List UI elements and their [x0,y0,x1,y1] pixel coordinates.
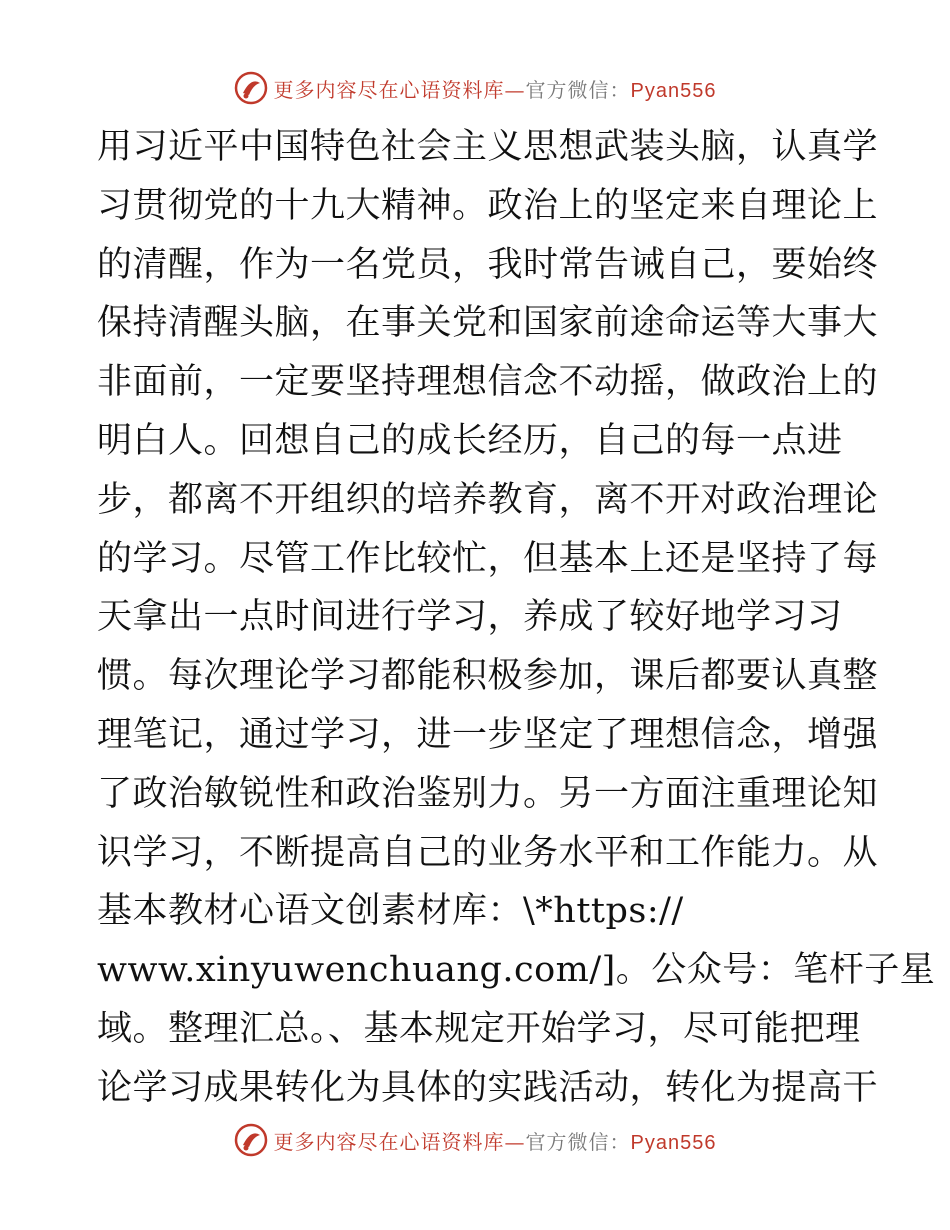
body-line: 基本教材心语文创素材库：\*https:// [97,891,684,932]
body-line: 论学习成果转化为具体的实践活动，转化为提高干 [97,1067,879,1108]
footer-banner-official: 官方微信： [525,1129,631,1154]
body-line: 的学习。尽管工作比较忙，但基本上还是坚持了每 [97,538,879,579]
body-line: 步，都离不开组织的培养教育，离不开对政治理论 [97,479,879,520]
body-line: 的清醒，作为一名党员，我时常告诫自己，要始终 [97,244,879,285]
body-line: 识学习，不断提高自己的业务水平和工作能力。从 [97,832,879,873]
body-line: 习贯彻党的十九大精神。政治上的坚定来自理论上 [97,185,879,226]
brand-logo-icon [234,1123,268,1157]
footer-banner-separator: — [504,1129,526,1154]
header-banner-text [274,74,717,103]
header-banner-account: Pyan556 [630,79,717,102]
body-line: www.xinyuwenchuang.com/]。公众号：笔杆子星 [97,950,936,991]
body-line: 惯。每次理论学习都能积极参加，课后都要认真整 [97,656,879,697]
header-watermark-banner [0,68,950,108]
footer-banner-account: Pyan556 [630,1131,717,1154]
footer-banner-text [274,1126,717,1155]
body-line: 域。整理汇总。、基本规定开始学习，尽可能把理 [97,1008,861,1049]
header-banner-main: 更多内容尽在心语资料库 [273,77,505,102]
body-line: 天拿出一点时间进行学习，养成了较好地学习习 [97,597,843,638]
body-line: 保持清醒头脑，在事关党和国家前途命运等大事大 [97,303,879,344]
document-body [97,118,936,1118]
brand-logo-icon [234,71,268,105]
footer-banner-main: 更多内容尽在心语资料库 [273,1129,505,1154]
body-line: 非面前，一定要坚持理想信念不动摇，做政治上的 [97,362,879,403]
body-line: 理笔记，通过学习，进一步坚定了理想信念，增强 [97,714,879,755]
header-banner-official: 官方微信： [525,77,631,102]
body-line: 了政治敏锐性和政治鉴别力。另一方面注重理论知 [97,773,879,814]
body-line: 用习近平中国特色社会主义思想武装头脑，认真学 [97,127,879,167]
header-banner-separator: — [504,77,526,102]
footer-watermark-banner [0,1120,950,1160]
body-line: 明白人。回想自己的成长经历，自己的每一点进 [97,420,843,461]
